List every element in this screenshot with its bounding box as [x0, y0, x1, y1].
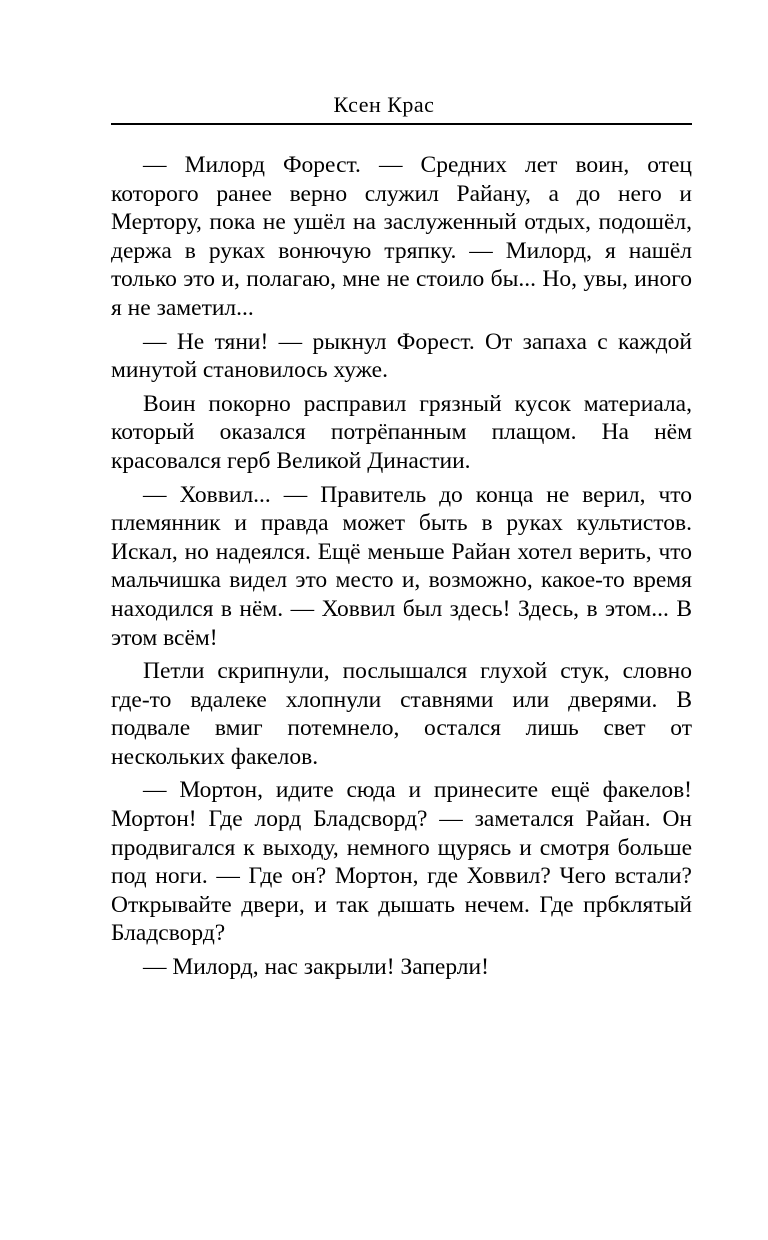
paragraph: — Мортон, идите сюда и принесите ещё факелов! Мортон! Где лорд Бладсворд? — заметался Райан. Он продвигался к выходу, немного щурясь и смотря больше под ноги. — Где он? Мортон, где Ховвил? Чего встали? Открывайте двери, и так дышать нечем. Где прбклятый Бладсворд?: [111, 777, 692, 947]
body-text: [111, 151, 692, 987]
paragraph: — Милорд, нас закрыли! Заперли!: [143, 954, 489, 981]
header-rule: [111, 123, 692, 125]
paragraph: — Милорд Форест. — Средних лет воин, отец которого ранее верно служил Райану, а до него и Мертору, пока не ушёл на заслуженный отдых, подошёл, держа в руках вонючую тряпку. — Милорд, я нашёл только это и, полагаю, мне не стоило бы... Но, увы, иного я не заметил...: [111, 152, 692, 321]
paragraph: — Не тяни! — рыкнул Форест. От запаха с каждой минутой становилось хуже.: [111, 328, 692, 384]
paragraph: — Ховвил... — Правитель до конца не верил, что племянник и правда может быть в руках культистов. Искал, но надеялся. Ещё меньше Райан хотел верить, что мальчишка видел это место и, возможно, какое-то время находился в нём. — Ховвил был здесь! Здесь, в этом... В этом всём!: [111, 481, 692, 651]
running-header: Ксен Крас: [333, 92, 435, 117]
paragraph: Петли скрипнули, послышался глухой стук, словно где-то вдалеке хлопнули ставнями или дверями. В подвале вмиг потемнело, остался лишь свет от нескольких факелов.: [111, 658, 692, 770]
paragraph: Воин покорно расправил грязный кусок материала, который оказался потрёпанным плащом. На нём красовался герб Великой Династии.: [111, 390, 692, 474]
